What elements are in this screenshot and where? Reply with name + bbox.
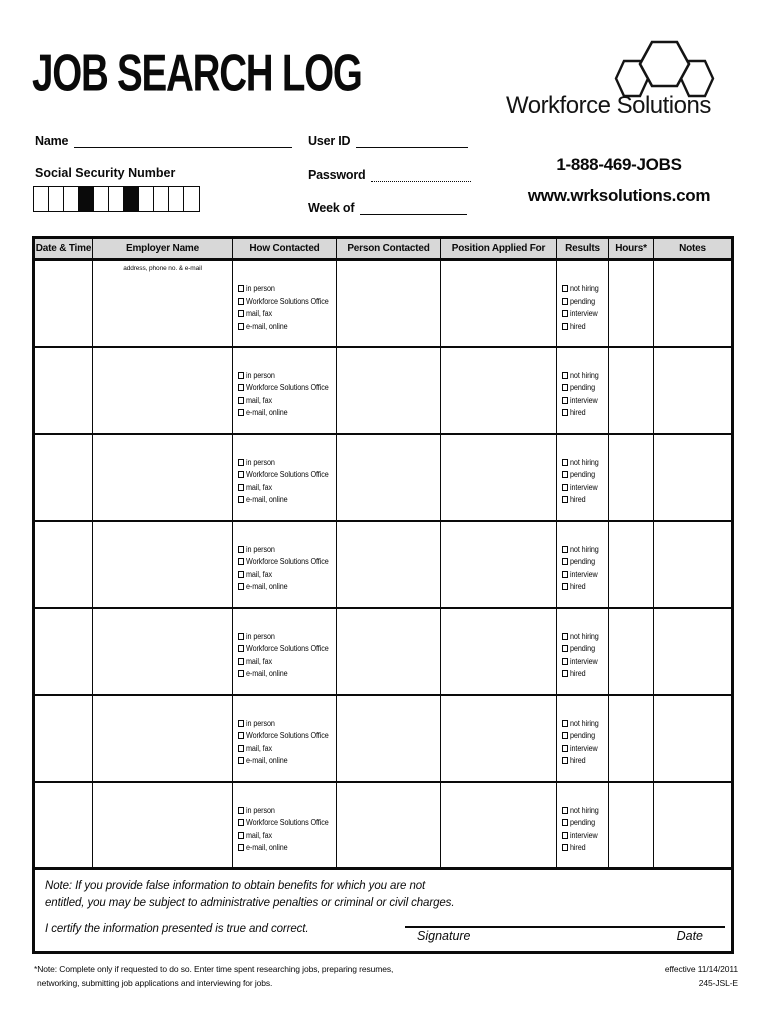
employer-name-cell[interactable] [93,260,233,347]
employer-name-cell[interactable] [93,782,233,869]
checkbox-icon[interactable] [238,397,244,404]
option-hired[interactable]: hired [562,668,608,681]
option-mail-fax[interactable]: mail, fax [238,830,336,843]
checkbox-icon[interactable] [238,285,244,292]
notes-cell[interactable] [654,434,733,521]
checkbox-icon[interactable] [238,409,244,416]
option-email-online[interactable]: e-mail, online [238,755,336,768]
option-workforce-solutions-office[interactable]: Workforce Solutions Office [238,469,336,482]
position-applied-cell[interactable] [441,434,557,521]
form-number: 245-JSL-E [698,977,738,988]
option-mail-fax[interactable]: mail, fax [238,308,336,321]
checkbox-icon[interactable] [562,745,568,752]
table-row [34,782,733,869]
person-contacted-cell[interactable] [337,695,441,782]
table-row [34,347,733,434]
date-time-cell[interactable] [34,434,93,521]
option-interview[interactable]: interview [562,830,608,843]
ssn-box[interactable] [183,186,200,212]
employer-name-cell[interactable] [93,347,233,434]
ssn-box[interactable] [93,186,110,212]
col-header-hours: Hours* [609,238,654,260]
col-header-results: Results [557,238,609,260]
option-workforce-solutions-office[interactable]: Workforce Solutions Office [238,730,336,743]
checkbox-icon[interactable] [562,844,568,851]
date-time-cell[interactable] [34,695,93,782]
hours-cell[interactable] [609,695,654,782]
ssn-label: Social Security Number [35,166,176,180]
hours-cell[interactable] [609,434,654,521]
checkbox-icon[interactable] [562,720,568,727]
hours-cell[interactable] [609,782,654,869]
option-interview[interactable]: interview [562,743,608,756]
checkbox-icon[interactable] [238,807,244,814]
how-contacted-options [233,718,336,768]
results-options [557,370,608,420]
option-interview[interactable]: interview [562,569,608,582]
person-contacted-cell[interactable] [337,260,441,347]
results-cell [557,260,609,347]
checkbox-icon[interactable] [562,384,568,391]
results-cell [557,434,609,521]
notes-cell[interactable] [654,608,733,695]
checkbox-icon[interactable] [238,459,244,466]
col-header-how-contacted: How Contacted [233,238,337,260]
checkbox-icon[interactable] [238,546,244,553]
option-not-hiring[interactable]: not hiring [562,718,608,731]
how-contacted-cell [233,608,337,695]
option-hired[interactable]: hired [562,494,608,507]
log-table-body [34,260,733,869]
date-time-cell[interactable] [34,347,93,434]
checkbox-icon[interactable] [562,757,568,764]
results-options [557,718,608,768]
how-contacted-cell [233,434,337,521]
name-field [35,134,292,148]
certification-row [34,869,733,953]
table-row [34,521,733,608]
how-contacted-cell [233,695,337,782]
notes-cell[interactable] [654,695,733,782]
checkbox-icon[interactable] [562,372,568,379]
results-options [557,631,608,681]
ssn-box[interactable] [108,186,125,212]
position-applied-cell[interactable] [441,260,557,347]
option-pending[interactable]: pending [562,556,608,569]
person-contacted-cell[interactable] [337,347,441,434]
position-applied-cell[interactable] [441,347,557,434]
effective-date: effective 11/14/2011 [664,964,738,974]
ssn-box[interactable] [123,186,140,212]
checkbox-icon[interactable] [562,310,568,317]
option-not-hiring[interactable]: not hiring [562,805,608,818]
user-id-field [308,134,468,148]
checkbox-icon[interactable] [238,372,244,379]
option-workforce-solutions-office[interactable]: Workforce Solutions Office [238,382,336,395]
option-interview[interactable]: interview [562,395,608,408]
checkbox-icon[interactable] [562,484,568,491]
how-contacted-options [233,805,336,855]
checkbox-icon[interactable] [562,546,568,553]
certification-cell [34,869,733,953]
page-title: JOB SEARCH LOG [32,43,362,102]
hours-cell[interactable] [609,347,654,434]
option-hired[interactable]: hired [562,321,608,334]
footer-note: *Note: Complete only if requested to do so. Enter time spent researching jobs, preparing resumes, networking, submitting job applications and interviewing for jobs. [34,964,394,988]
ssn-box[interactable] [138,186,155,212]
option-hired[interactable]: hired [562,755,608,768]
checkbox-icon[interactable] [238,471,244,478]
ssn-box[interactable] [153,186,170,212]
date-time-cell[interactable] [34,521,93,608]
name-input-line[interactable] [74,134,292,148]
certify-statement: I certify the information presented is true and correct. [45,923,309,935]
checkbox-icon[interactable] [562,832,568,839]
results-cell [557,521,609,608]
table-row [34,434,733,521]
checkbox-icon[interactable] [562,807,568,814]
employer-name-cell[interactable] [93,608,233,695]
option-in-person[interactable]: in person [238,718,336,731]
person-contacted-cell[interactable] [337,608,441,695]
option-mail-fax[interactable]: mail, fax [238,482,336,495]
password-field [308,168,471,182]
ssn-box[interactable] [63,186,80,212]
option-pending[interactable]: pending [562,296,608,309]
option-interview[interactable]: interview [562,656,608,669]
option-in-person[interactable]: in person [238,370,336,383]
checkbox-icon[interactable] [562,471,568,478]
ssn-boxes [34,186,200,212]
option-pending[interactable]: pending [562,382,608,395]
checkbox-icon[interactable] [238,571,244,578]
position-applied-cell[interactable] [441,608,557,695]
footer-meta [665,963,738,990]
option-not-hiring[interactable]: not hiring [562,457,608,470]
results-options [557,457,608,507]
checkbox-icon[interactable] [562,285,568,292]
employer-address-subnote: address, phone no. & e-mail [123,265,202,272]
checkbox-icon[interactable] [238,298,244,305]
checkbox-icon[interactable] [238,496,244,503]
option-email-online[interactable]: e-mail, online [238,321,336,334]
position-applied-cell[interactable] [441,521,557,608]
how-contacted-cell [233,782,337,869]
option-pending[interactable]: pending [562,730,608,743]
checkbox-icon[interactable] [562,496,568,503]
option-email-online[interactable]: e-mail, online [238,668,336,681]
option-not-hiring[interactable]: not hiring [562,544,608,557]
col-header-notes: Notes [654,238,733,260]
checkbox-icon[interactable] [562,645,568,652]
col-header-employer-name: Employer Name [93,238,233,260]
how-contacted-options [233,370,336,420]
signature-labels [405,929,725,943]
table-row [34,608,733,695]
ssn-box[interactable] [48,186,65,212]
checkbox-icon[interactable] [238,484,244,491]
option-mail-fax[interactable]: mail, fax [238,395,336,408]
option-in-person[interactable]: in person [238,283,336,296]
table-row [34,695,733,782]
how-contacted-cell [233,347,337,434]
employer-name-cell[interactable] [93,695,233,782]
hours-cell[interactable] [609,608,654,695]
employer-name-cell[interactable] [93,521,233,608]
checkbox-icon[interactable] [238,645,244,652]
week-of-field [308,201,467,215]
signature-label: Signature [417,929,471,943]
ssn-box[interactable] [33,186,50,212]
results-cell [557,608,609,695]
signature-input-line[interactable] [405,926,725,928]
how-contacted-cell [233,521,337,608]
option-mail-fax[interactable]: mail, fax [238,656,336,669]
name-label: Name [35,134,69,148]
checkbox-icon[interactable] [562,583,568,590]
position-applied-cell[interactable] [441,695,557,782]
person-contacted-cell[interactable] [337,782,441,869]
results-options [557,805,608,855]
option-email-online[interactable]: e-mail, online [238,494,336,507]
week-of-label: Week of [308,201,355,215]
false-information-note: Note: If you provide false information to obtain benefits for which you are not entitled, you may be subject to administrative penalties or criminal or civil charges. [45,880,455,909]
hours-cell[interactable] [609,521,654,608]
checkbox-icon[interactable] [562,298,568,305]
checkbox-icon[interactable] [238,384,244,391]
notes-cell[interactable] [654,260,733,347]
col-header-date-time: Date & Time [34,238,93,260]
checkbox-icon[interactable] [562,658,568,665]
table-header-row [34,238,733,260]
checkbox-icon[interactable] [562,819,568,826]
checkbox-icon[interactable] [562,459,568,466]
option-workforce-solutions-office[interactable]: Workforce Solutions Office [238,556,336,569]
option-not-hiring[interactable]: not hiring [562,283,608,296]
checkbox-icon[interactable] [238,310,244,317]
results-cell [557,695,609,782]
option-workforce-solutions-office[interactable]: Workforce Solutions Office [238,817,336,830]
checkbox-icon[interactable] [562,670,568,677]
password-input-line[interactable] [371,168,471,182]
option-pending[interactable]: pending [562,817,608,830]
option-hired[interactable]: hired [562,842,608,855]
option-mail-fax[interactable]: mail, fax [238,743,336,756]
checkbox-icon[interactable] [562,397,568,404]
option-hired[interactable]: hired [562,581,608,594]
option-pending[interactable]: pending [562,643,608,656]
job-search-table [32,236,734,954]
col-header-position-applied-for: Position Applied For [441,238,557,260]
option-workforce-solutions-office[interactable]: Workforce Solutions Office [238,643,336,656]
option-workforce-solutions-office[interactable]: Workforce Solutions Office [238,296,336,309]
option-interview[interactable]: interview [562,308,608,321]
checkbox-icon[interactable] [562,323,568,330]
option-interview[interactable]: interview [562,482,608,495]
employer-name-cell[interactable] [93,434,233,521]
checkbox-icon[interactable] [238,832,244,839]
checkbox-icon[interactable] [238,633,244,640]
option-in-person[interactable]: in person [238,457,336,470]
checkbox-icon[interactable] [238,757,244,764]
password-label: Password [308,168,366,182]
date-label: Date [676,929,703,943]
date-time-cell[interactable] [34,260,93,347]
option-not-hiring[interactable]: not hiring [562,370,608,383]
notes-cell[interactable] [654,782,733,869]
checkbox-icon[interactable] [238,720,244,727]
user-id-input-line[interactable] [356,134,468,148]
option-mail-fax[interactable]: mail, fax [238,569,336,582]
person-contacted-cell[interactable] [337,521,441,608]
checkbox-icon[interactable] [238,658,244,665]
checkbox-icon[interactable] [238,844,244,851]
option-in-person[interactable]: in person [238,805,336,818]
results-options [557,283,608,333]
checkbox-icon[interactable] [238,323,244,330]
option-not-hiring[interactable]: not hiring [562,631,608,644]
person-contacted-cell[interactable] [337,434,441,521]
results-options [557,544,608,594]
checkbox-icon[interactable] [562,558,568,565]
checkbox-icon[interactable] [562,409,568,416]
checkbox-icon[interactable] [238,745,244,752]
how-contacted-options [233,631,336,681]
option-email-online[interactable]: e-mail, online [238,581,336,594]
notes-cell[interactable] [654,347,733,434]
col-header-person-contacted: Person Contacted [337,238,441,260]
table-row [34,260,733,347]
checkbox-icon[interactable] [238,558,244,565]
option-pending[interactable]: pending [562,469,608,482]
checkbox-icon[interactable] [562,732,568,739]
date-time-cell[interactable] [34,782,93,869]
workforce-solutions-wordmark: Workforce Solutions [506,92,711,119]
option-in-person[interactable]: in person [238,544,336,557]
how-contacted-options [233,457,336,507]
option-email-online[interactable]: e-mail, online [238,407,336,420]
checkbox-icon[interactable] [238,670,244,677]
how-contacted-cell [233,260,337,347]
checkbox-icon[interactable] [238,732,244,739]
date-time-cell[interactable] [34,608,93,695]
option-email-online[interactable]: e-mail, online [238,842,336,855]
how-contacted-options [233,544,336,594]
option-in-person[interactable]: in person [238,631,336,644]
website-url[interactable]: www.wrksolutions.com [527,186,711,205]
how-contacted-options [233,283,336,333]
results-cell [557,347,609,434]
week-of-input-line[interactable] [360,201,467,215]
checkbox-icon[interactable] [238,819,244,826]
user-id-label: User ID [308,134,351,148]
hours-cell[interactable] [609,260,654,347]
ssn-box[interactable] [168,186,185,212]
results-cell [557,782,609,869]
checkbox-icon[interactable] [562,571,568,578]
ssn-box[interactable] [78,186,95,212]
phone-number: 1-888-469-JOBS [556,155,682,174]
position-applied-cell[interactable] [441,782,557,869]
option-hired[interactable]: hired [562,407,608,420]
checkbox-icon[interactable] [238,583,244,590]
checkbox-icon[interactable] [562,633,568,640]
notes-cell[interactable] [654,521,733,608]
